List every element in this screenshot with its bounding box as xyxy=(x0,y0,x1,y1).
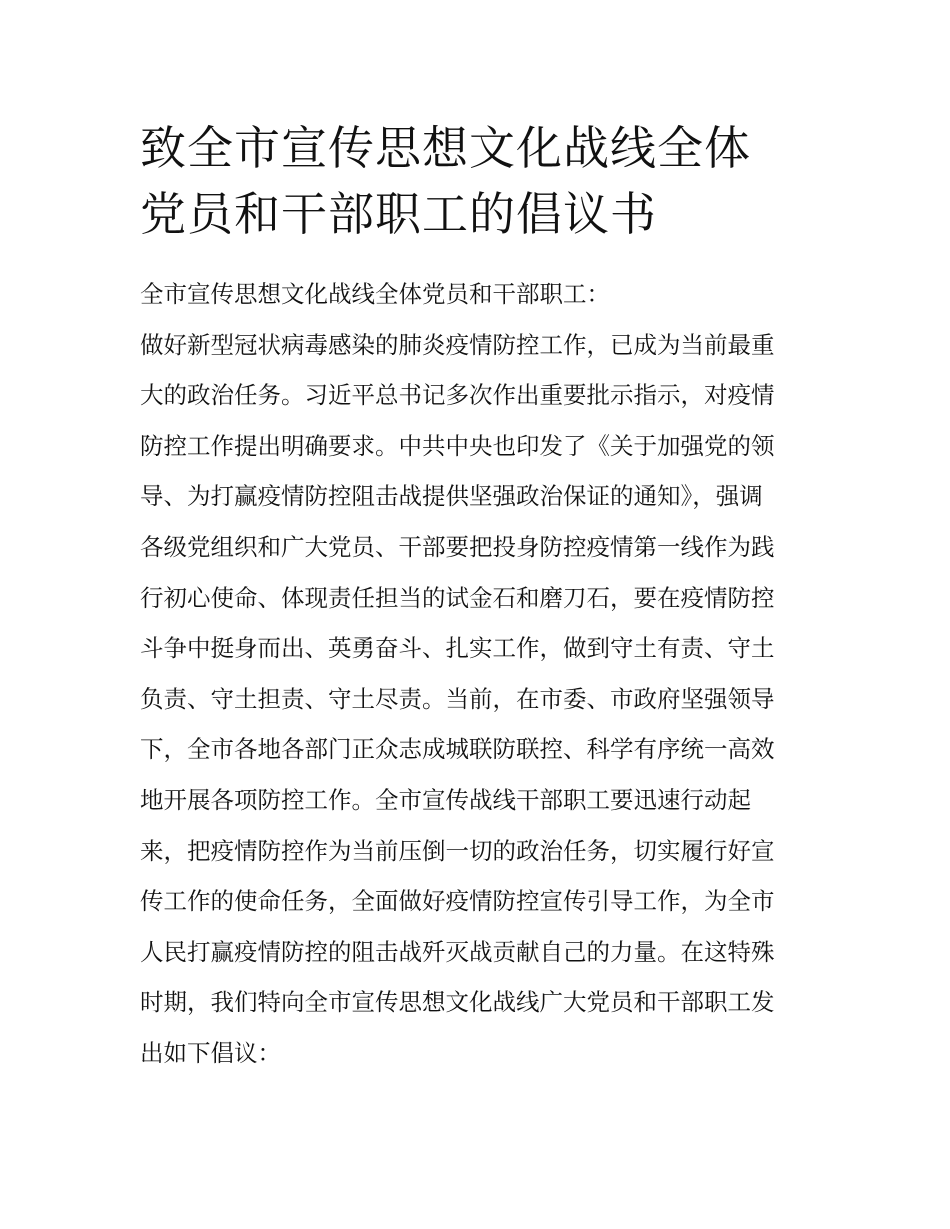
body-line-11: 来，把疫情防控作为当前压倒一切的政治任务，切实履行好宣 xyxy=(140,836,775,865)
body-line-7: 斗争中挺身而出、英勇奋斗、扎实工作，做到守土有责、守土 xyxy=(140,634,775,663)
body-line-5: 各级党组织和广大党员、干部要把投身防控疫情第一线作为践 xyxy=(140,532,775,561)
body-line-12: 传工作的使命任务，全面做好疫情防控宣传引导工作，为全市 xyxy=(140,887,775,916)
body-line-14: 时期，我们特向全市宣传思想文化战线广大党员和干部职工发 xyxy=(140,988,775,1017)
body-line-3: 防控工作提出明确要求。中共中央也印发了《关于加强党的领 xyxy=(140,431,775,460)
body-line-4: 导、为打赢疫情防控阻击战提供坚强政治保证的通知》，强调 xyxy=(140,482,763,511)
body-line-15: 出如下倡议： xyxy=(140,1038,281,1067)
document-title xyxy=(140,115,812,247)
body-line-1: 做好新型冠状病毒感染的肺炎疫情防控工作，已成为当前最重 xyxy=(140,330,775,359)
title-line-1: 致全市宣传思想文化战线全体 xyxy=(140,121,751,175)
document-body xyxy=(140,269,812,1079)
salutation: 全市宣传思想文化战线全体党员和干部职工： xyxy=(140,280,610,308)
body-line-9: 下，全市各地各部门正众志成城联防联控、科学有序统一高效 xyxy=(140,735,775,764)
body-line-8: 负责、守土担责、守土尽责。当前，在市委、市政府坚强领导 xyxy=(140,684,775,713)
body-line-13: 人民打赢疫情防控的阻击战歼灭战贡献自己的力量。在这特殊 xyxy=(140,937,775,966)
body-line-2: 大的政治任务。习近平总书记多次作出重要批示指示，对疫情 xyxy=(140,381,775,410)
document-content xyxy=(140,115,812,1079)
title-line-2: 党员和干部职工的倡议书 xyxy=(140,187,657,241)
body-line-10: 地开展各项防控工作。全市宣传战线干部职工要迅速行动起 xyxy=(140,785,751,814)
body-line-6: 行初心使命、体现责任担当的试金石和磨刀石，要在疫情防控 xyxy=(140,583,775,612)
